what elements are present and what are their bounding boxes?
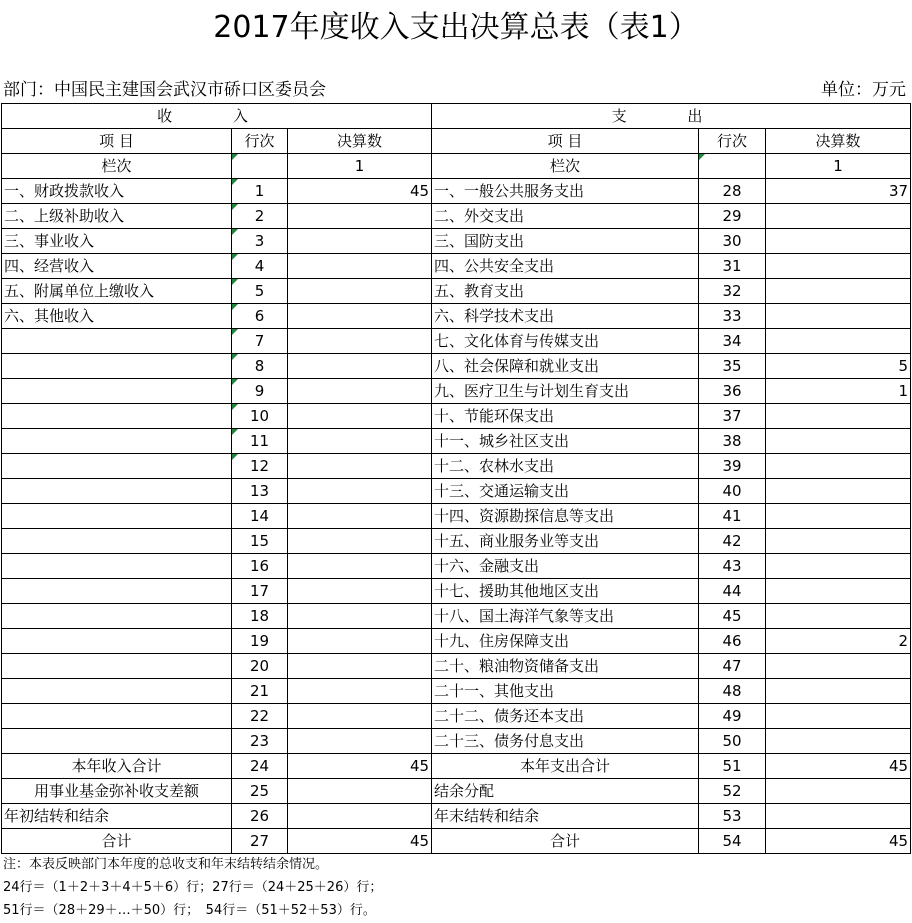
income-amount: [288, 679, 432, 704]
expense-item-name: 二、外交支出: [432, 204, 699, 229]
income-section-header: 收 入: [2, 104, 432, 129]
income-item-name: 二、上级补助收入: [2, 204, 232, 229]
income-summary-line: 26: [232, 804, 288, 829]
income-item-name: [2, 604, 232, 629]
summary-row: [2, 779, 911, 804]
column-header-row: [2, 129, 911, 154]
expense-amount: [766, 554, 911, 579]
income-item-name: 六、其他收入: [2, 304, 232, 329]
table-row: [2, 579, 911, 604]
income-column-label: 栏次: [2, 154, 232, 179]
income-item-name: 五、附属单位上缴收入: [2, 279, 232, 304]
income-line-number: 1: [232, 179, 288, 204]
expense-amount: [766, 254, 911, 279]
expense-line-number: 45: [699, 604, 766, 629]
expense-amount: [766, 454, 911, 479]
income-amount: [288, 404, 432, 429]
income-line-number: 3: [232, 229, 288, 254]
table-row: [2, 729, 911, 754]
income-line-number: 21: [232, 679, 288, 704]
income-amount: 45: [288, 179, 432, 204]
income-amount: [288, 629, 432, 654]
table-row: [2, 229, 911, 254]
income-line-number: 18: [232, 604, 288, 629]
expense-column-label: 栏次: [432, 154, 699, 179]
income-summary-name: 合计: [2, 829, 232, 854]
income-line-number: 12: [232, 454, 288, 479]
income-line-number: 14: [232, 504, 288, 529]
income-line-number: 9: [232, 379, 288, 404]
income-amount: [288, 454, 432, 479]
expense-line-number: 40: [699, 479, 766, 504]
expense-summary-name: 本年支出合计: [432, 754, 699, 779]
income-summary-name: 用事业基金弥补收支差额: [2, 779, 232, 804]
income-item-name: [2, 329, 232, 354]
expense-amount: [766, 279, 911, 304]
income-item-name: [2, 729, 232, 754]
income-item-name: [2, 629, 232, 654]
income-summary-name: 年初结转和结余: [2, 804, 232, 829]
expense-line-number: 34: [699, 329, 766, 354]
expense-line-number: 30: [699, 229, 766, 254]
income-amount: [288, 604, 432, 629]
expense-amount: [766, 329, 911, 354]
income-item-name: [2, 679, 232, 704]
department-label: 部门：中国民主建国会武汉市硚口区委员会: [3, 80, 326, 100]
income-item-name: [2, 704, 232, 729]
income-line-header: 行次: [232, 129, 288, 154]
income-summary-line: 25: [232, 779, 288, 804]
expense-line-number: 44: [699, 579, 766, 604]
income-amount: [288, 354, 432, 379]
expense-item-name: 三、国防支出: [432, 229, 699, 254]
summary-row: [2, 754, 911, 779]
expense-line-number: 28: [699, 179, 766, 204]
expense-line-number: 49: [699, 704, 766, 729]
income-line-number: 20: [232, 654, 288, 679]
income-summary-amount: 45: [288, 829, 432, 854]
expense-line-number: 31: [699, 254, 766, 279]
table-body: [2, 104, 911, 854]
income-amount: [288, 729, 432, 754]
table-row: [2, 179, 911, 204]
expense-amount: [766, 304, 911, 329]
income-amount: [288, 229, 432, 254]
income-line-number: 19: [232, 629, 288, 654]
expense-line-number: 47: [699, 654, 766, 679]
income-line-number: 10: [232, 404, 288, 429]
expense-line-number: 48: [699, 679, 766, 704]
table-row: [2, 254, 911, 279]
table-row: [2, 279, 911, 304]
expense-amount: [766, 679, 911, 704]
expense-amount: 37: [766, 179, 911, 204]
table-row: [2, 454, 911, 479]
expense-item-name: 一、一般公共服务支出: [432, 179, 699, 204]
expense-item-name: 十八、国土海洋气象等支出: [432, 604, 699, 629]
expense-line-number: 41: [699, 504, 766, 529]
income-item-name: [2, 479, 232, 504]
expense-item-name: 十一、城乡社区支出: [432, 429, 699, 454]
income-amount: [288, 429, 432, 454]
income-summary-amount: [288, 804, 432, 829]
expense-line-number: 37: [699, 404, 766, 429]
expense-amount: [766, 204, 911, 229]
income-item-name: [2, 554, 232, 579]
expense-item-name: 十、节能环保支出: [432, 404, 699, 429]
expense-item-name: 八、社会保障和就业支出: [432, 354, 699, 379]
expense-item-name: 十二、农林水支出: [432, 454, 699, 479]
expense-amount: [766, 404, 911, 429]
expense-line-number: 50: [699, 729, 766, 754]
expense-summary-line: 52: [699, 779, 766, 804]
expense-summary-name: 合计: [432, 829, 699, 854]
expense-item-name: 十三、交通运输支出: [432, 479, 699, 504]
section-header-row: [2, 104, 911, 129]
income-amount: [288, 279, 432, 304]
income-item-header: 项 目: [2, 129, 232, 154]
income-summary-name: 本年收入合计: [2, 754, 232, 779]
expense-summary-line: 53: [699, 804, 766, 829]
expense-item-name: 十五、商业服务业等支出: [432, 529, 699, 554]
expense-item-name: 九、医疗卫生与计划生育支出: [432, 379, 699, 404]
income-amount: [288, 379, 432, 404]
expense-line-number: 33: [699, 304, 766, 329]
footnotes: [3, 853, 382, 922]
income-item-name: 一、财政拨款收入: [2, 179, 232, 204]
expense-amount: [766, 654, 911, 679]
expense-item-name: 十六、金融支出: [432, 554, 699, 579]
expense-line-number: 42: [699, 529, 766, 554]
expense-amount: 1: [766, 379, 911, 404]
expense-item-name: 二十二、债务还本支出: [432, 704, 699, 729]
expense-amount: [766, 479, 911, 504]
expense-summary-amount: [766, 779, 911, 804]
income-line-number: 15: [232, 529, 288, 554]
expense-item-name: 五、教育支出: [432, 279, 699, 304]
table-row: [2, 329, 911, 354]
page-title: 2017年度收入支出决算总表（表1）: [213, 10, 699, 45]
income-amount: [288, 579, 432, 604]
income-item-name: [2, 429, 232, 454]
income-amount-header: 决算数: [288, 129, 432, 154]
expense-line-number: 36: [699, 379, 766, 404]
income-amount: [288, 529, 432, 554]
income-item-name: [2, 454, 232, 479]
income-line-number: 5: [232, 279, 288, 304]
income-item-name: [2, 504, 232, 529]
income-amount: [288, 504, 432, 529]
expense-item-name: 二十三、债务付息支出: [432, 729, 699, 754]
income-line-number: 16: [232, 554, 288, 579]
expense-item-name: 七、文化体育与传媒支出: [432, 329, 699, 354]
expense-item-header: 项 目: [432, 129, 699, 154]
expense-item-name: 十四、资源勘探信息等支出: [432, 504, 699, 529]
footnote: 注：本表反映部门本年度的总收支和年末结转结余情况。: [3, 857, 329, 872]
income-column-number: 1: [288, 154, 432, 179]
table-row: [2, 479, 911, 504]
expense-column-number: 1: [766, 154, 911, 179]
income-item-name: [2, 579, 232, 604]
income-line-number: 6: [232, 304, 288, 329]
income-amount: [288, 329, 432, 354]
income-summary-line: 24: [232, 754, 288, 779]
expense-amount: [766, 579, 911, 604]
income-summary-amount: 45: [288, 754, 432, 779]
expense-item-name: 四、公共安全支出: [432, 254, 699, 279]
income-summary-line: 27: [232, 829, 288, 854]
expense-item-name: 六、科学技术支出: [432, 304, 699, 329]
expense-item-name: 十七、援助其他地区支出: [432, 579, 699, 604]
table-row: [2, 529, 911, 554]
table-row: [2, 679, 911, 704]
expense-amount: 2: [766, 629, 911, 654]
table-row: [2, 629, 911, 654]
income-amount: [288, 479, 432, 504]
income-amount: [288, 254, 432, 279]
table-row: [2, 304, 911, 329]
expense-section-header: 支 出: [432, 104, 911, 129]
table-row: [2, 404, 911, 429]
expense-summary-amount: [766, 804, 911, 829]
income-amount: [288, 304, 432, 329]
income-item-name: [2, 654, 232, 679]
income-line-number: 2: [232, 204, 288, 229]
expense-summary-name: 年末结转和结余: [432, 804, 699, 829]
income-summary-amount: [288, 779, 432, 804]
expense-summary-amount: 45: [766, 829, 911, 854]
expense-line-number: 32: [699, 279, 766, 304]
income-line-number: 13: [232, 479, 288, 504]
table-row: [2, 604, 911, 629]
table-row: [2, 704, 911, 729]
expense-amount-header: 决算数: [766, 129, 911, 154]
unit-label: 单位：万元: [821, 80, 906, 100]
expense-amount: [766, 229, 911, 254]
income-line-number: 11: [232, 429, 288, 454]
income-line-number: 23: [232, 729, 288, 754]
expense-amount: [766, 604, 911, 629]
expense-item-name: 十九、住房保障支出: [432, 629, 699, 654]
expense-amount: [766, 529, 911, 554]
income-item-name: [2, 529, 232, 554]
expense-amount: [766, 704, 911, 729]
income-line-number: 17: [232, 579, 288, 604]
expense-amount: [766, 504, 911, 529]
budget-summary-table: [1, 103, 911, 854]
expense-line-number: 43: [699, 554, 766, 579]
table-row: [2, 554, 911, 579]
expense-summary-line: 54: [699, 829, 766, 854]
summary-row: [2, 804, 911, 829]
table-row: [2, 204, 911, 229]
expense-item-name: 二十一、其他支出: [432, 679, 699, 704]
income-item-name: 四、经营收入: [2, 254, 232, 279]
expense-amount: 5: [766, 354, 911, 379]
income-line-number: 4: [232, 254, 288, 279]
column-index-row: [2, 154, 911, 179]
income-line-number: 22: [232, 704, 288, 729]
income-amount: [288, 204, 432, 229]
table-row: [2, 354, 911, 379]
income-item-name: [2, 354, 232, 379]
income-line-number: 8: [232, 354, 288, 379]
income-line-number: 7: [232, 329, 288, 354]
expense-line-number: 46: [699, 629, 766, 654]
expense-line-number: 38: [699, 429, 766, 454]
income-item-name: [2, 404, 232, 429]
expense-amount: [766, 729, 911, 754]
footnote: 24行＝（1＋2＋3＋4＋5＋6）行；27行＝（24＋25＋26）行；: [3, 880, 383, 895]
table-row: [2, 429, 911, 454]
expense-line-number: 35: [699, 354, 766, 379]
income-amount: [288, 554, 432, 579]
table-row: [2, 504, 911, 529]
table-row: [2, 654, 911, 679]
income-amount: [288, 654, 432, 679]
income-column-line: [232, 154, 288, 179]
expense-amount: [766, 429, 911, 454]
expense-line-number: 29: [699, 204, 766, 229]
summary-row: [2, 829, 911, 854]
income-amount: [288, 704, 432, 729]
expense-item-name: 二十、粮油物资储备支出: [432, 654, 699, 679]
expense-line-header: 行次: [699, 129, 766, 154]
expense-line-number: 39: [699, 454, 766, 479]
expense-summary-name: 结余分配: [432, 779, 699, 804]
expense-summary-line: 51: [699, 754, 766, 779]
table-row: [2, 379, 911, 404]
expense-column-line: [699, 154, 766, 179]
expense-summary-amount: 45: [766, 754, 911, 779]
income-item-name: [2, 379, 232, 404]
footnote: 51行＝（28＋29＋…＋50）行； 54行＝（51＋52＋53）行。: [3, 903, 376, 918]
income-item-name: 三、事业收入: [2, 229, 232, 254]
